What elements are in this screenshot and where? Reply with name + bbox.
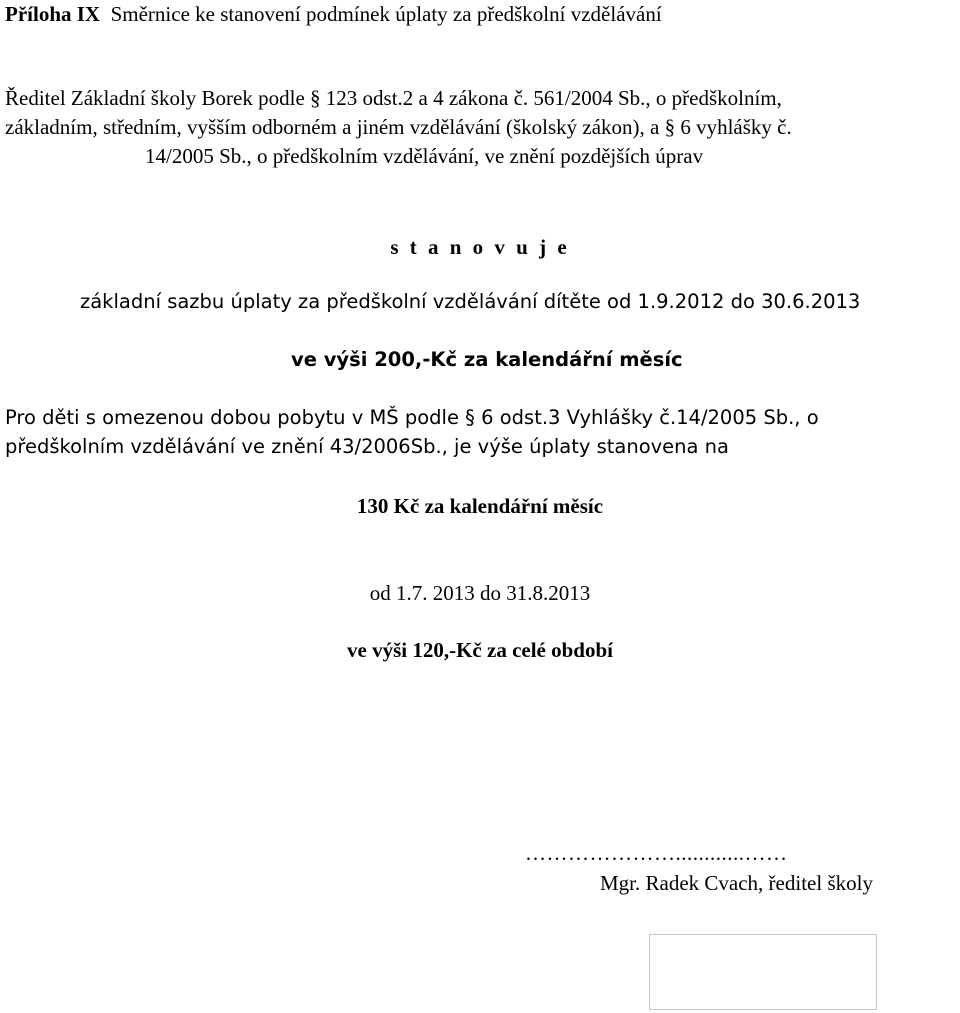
intro-line-1: Ředitel Základní školy Borek podle § 123 odst.2 a 4 zákona č. 561/2004 Sb., o předškolním, [5,86,782,110]
signature-dots: …………………............…… [525,841,788,865]
document-title: Směrnice ke stanovení podmínek úplaty za předškolní vzdělávání [110,2,662,26]
decision-word: s t a n o v u j e [390,235,570,259]
base-rate-amount: ve výši 200,-Kč za kalendářní měsíc [291,348,683,371]
reduced-line-1: Pro děti s omezenou dobou pobytu v MŠ podle § 6 odst.3 Vyhlášky č.14/2005 Sb., o [5,406,819,429]
appendix-label: Příloha IX [5,2,101,26]
reduced-line-2: předškolním vzdělávání ve znění 43/2006Sb., je výše úplaty stanovena na [5,435,729,458]
intro-line-3: 14/2005 Sb., o předškolním vzdělávání, ve znění pozdějších úprav [145,144,704,168]
signature-stamp-box [649,934,877,1010]
intro-line-2: základním, středním, vyšším odborném a jiném vzdělávání (školský zákon), a § 6 vyhlášky č. [5,115,792,139]
base-rate-text: základní sazbu úplaty za předškolní vzdělávání dítěte od 1.9.2012 do 30.6.2013 [80,290,861,313]
summer-period: od 1.7. 2013 do 31.8.2013 [369,581,591,605]
summer-amount: ve výši 120,-Kč za celé období [347,638,613,662]
appendix-heading [5,4,662,25]
signature-name: Mgr. Radek Cvach, ředitel školy [600,871,873,895]
reduced-amount: 130 Kč za kalendářní měsíc [356,494,604,518]
